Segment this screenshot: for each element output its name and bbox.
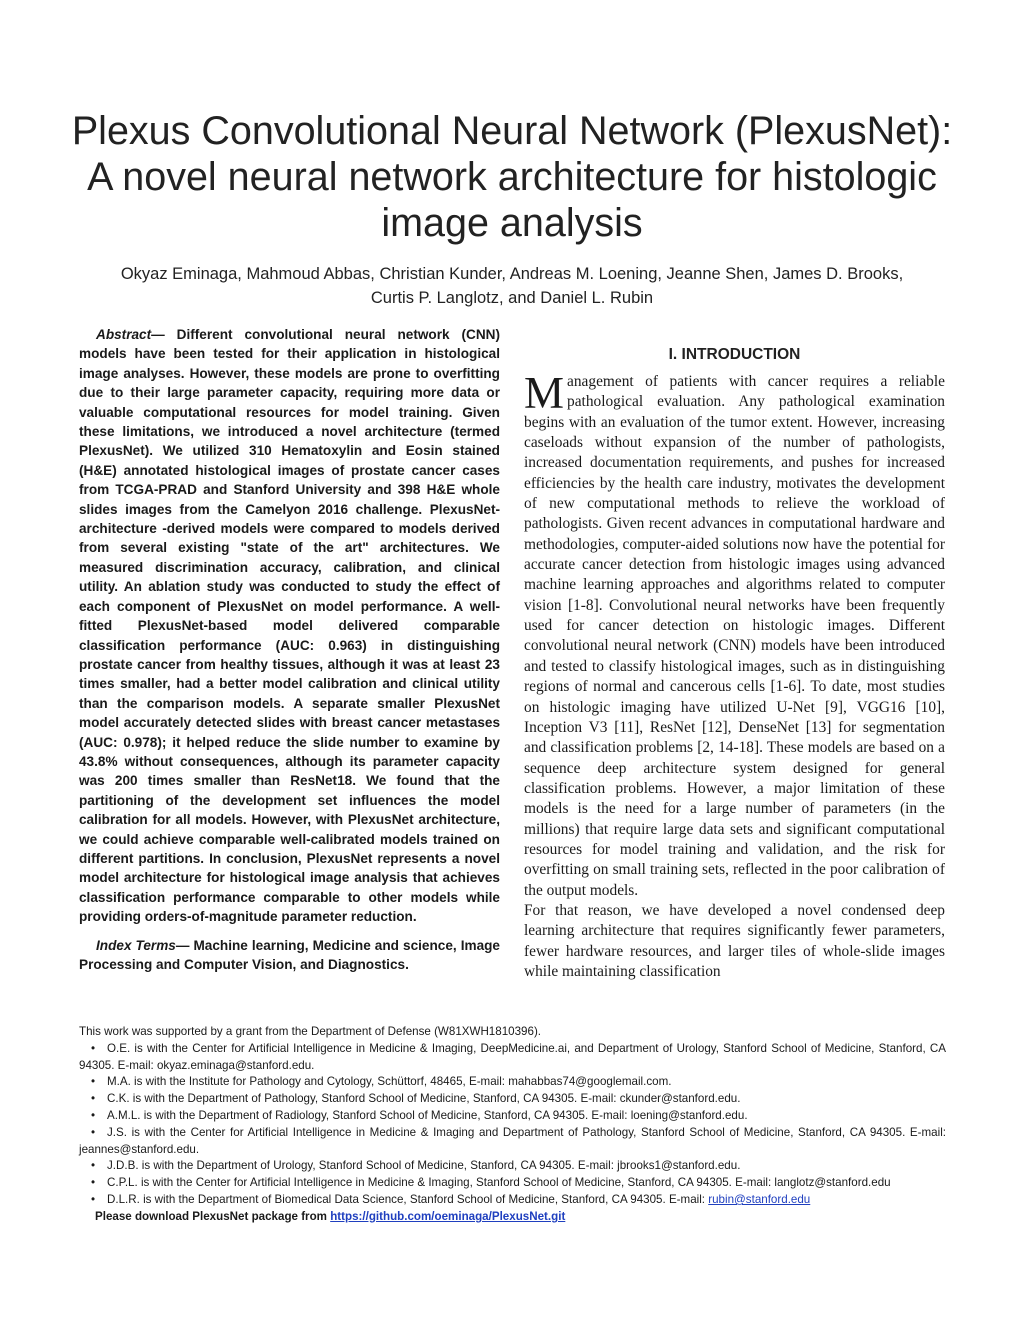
introduction-body [524,368,945,982]
bullet-icon: • [91,1092,96,1106]
download-note: Please download PlexusNet package from https://github.com/oeminaga/PlexusNet.git [95,1209,566,1223]
affiliation-note: • O.E. is with the Center for Artificial Intelligence in Medicine & Imaging, DeepMedicine.ai, and Department of Urology, Stanford School of Medicine, Stanford, CA 94305. E-mail: okyaz.eminaga@stanford.edu. [79,1041,946,1072]
affiliation-note: • D.L.R. is with the Department of Biomedical Data Science, Stanford School of Medicine, Stanford, CA 94305. E-mail: rubin@stanford.edu [79,1192,946,1209]
section-heading-introduction: I. INTRODUCTION [668,346,801,363]
affiliation-note: • J.S. is with the Center for Artificial Intelligence in Medicine & Imaging and Department of Pathology, Stanford School of Medicine, Stanford, CA 94305. E-mail: jeannes@stanford.edu. [79,1125,946,1156]
index-terms-label: Index Terms [96,938,176,953]
drop-cap: M [524,368,565,418]
index-terms-text: — Machine learning, Medicine and science, Image Processing and Computer Vision, and Diagnostics. [79,938,500,972]
github-link[interactable]: https://github.com/oeminaga/PlexusNet.git [330,1209,566,1223]
affiliation-note: • C.K. is with the Department of Pathology, Stanford School of Medicine, Stanford, CA 94305. E-mail: ckunder@stanford.edu. [79,1091,946,1108]
author-list: Okyaz Eminaga, Mahmoud Abbas, Christian Kunder, Andreas M. Loening, Jeanne Shen, James D. Brooks, Curtis P. Langlotz, and Daniel L. Rubin [120,265,904,307]
bullet-icon: • [91,1192,96,1206]
footnotes [79,1024,946,1226]
introduction-paragraph-1 [524,368,945,901]
affiliation-note: • M.A. is with the Institute for Pathology and Cytology, Schüttorf, 48465, E-mail: mahabbas74@googlemail.com. [79,1074,946,1091]
bullet-icon: • [91,1108,96,1122]
introduction-paragraph-1-text: anagement of patients with cancer requires a reliable pathological evaluation. Any pathological examination begins with an evaluation of the tumor extent. However, increasing caseloads without expansion of the number of pathologists, increased documentation requirements, and pushes for increased efficiencies by the health care industry, motivates the development of new computational methods to relieve the workload of pathologists. Given recent advances in computational hardware and methodologies, computer-aided solutions now have the potential for accurate cancer detection from histologic images using advanced machine learning approaches and algorithms related to computer vision [1-8]. Convolutional neural networks have been frequently used for cancer detection on histologic images. Different convolutional neural network (CNN) models have been introduced and tested to classify histological images, such as in distinguishing regions of normal and cancerous cells [1-6]. To date, most studies on histologic imaging have utilized U-Net [9], VGG16 [10], Inception V3 [11], ResNet [12], DenseNet [13] for segmentation and classification problems [2, 14-18]. These models are based on a sequence deep architecture system designed for general classification problems. However, a major limitation of these models is the need for a large number of parameters (in the millions) that require large data sets and significant computational resources for model training and validation, and the risk for overfitting on small training sets, reflected in the poor calibration of the output models. [524,373,945,899]
abstract-text: — Different convolutional neural network (CNN) models have been tested for their application in histological image analyses. However, these models are prone to overfitting due to their large parameter capacity, requiring more data or valuable computational resources for model training. Given these limitations, we introduced a novel architecture (termed PlexusNet). We utilized 310 Hematoxylin and Eosin stained (H&E) annotated histological images of prostate cancer cases from TCGA-PRAD and Stanford University and 398 H&E whole slides images from the Camelyon 2016 challenge. PlexusNet-architecture -derived models were compared to models derived from several existing "state of the art" architectures. We measured discrimination accuracy, calibration, and clinical utility. An ablation study was conducted to study the effect of each component of PlexusNet on model performance. A well-fitted PlexusNet-based model delivered comparable classification performance (AUC: 0.963) in distinguishing prostate cancer from healthy tissues, although it was at least 23 times smaller, had a better model calibration and clinical utility than the comparison models. A separate smaller PlexusNet model accurately detected slides with breast cancer metastases (AUC: 0.978); it helped reduce the slide number to examine by 43.8% without consequences, although its parameter capacity was 200 times smaller than ResNet18. We found that the partitioning of the development set influences the model calibration for all models. However, with PlexusNet architecture, we could achieve comparable well-calibrated models trained on different partitions. In conclusion, PlexusNet represents a novel model architecture for histological image analysis that achieves classification performance comparable to other models while providing orders-of-magnitude parameter reduction. [79,327,500,925]
introduction-paragraph-2: For that reason, we have developed a novel condensed deep learning architecture that requires significantly fewer parameters, fewer hardware resources, and larger tiles of whole-slide images while maintaining classification [524,901,945,980]
affiliation-note: • C.P.L. is with the Center for Artificial Intelligence in Medicine & Imaging, Stanford School of Medicine, Stanford, CA 94305. E-mail: langlotz@stanford.edu [79,1175,946,1192]
abstract-label: Abstract [96,327,152,342]
index-terms [79,936,500,974]
email-link-rubin[interactable]: rubin@stanford.edu [708,1192,811,1206]
abstract [79,325,500,927]
affiliation-note: • J.D.B. is with the Department of Urology, Stanford School of Medicine, Stanford, CA 94305. E-mail: jbrooks1@stanford.edu. [79,1158,946,1175]
funding-note: This work was supported by a grant from the Department of Defense (W81XWH1810396). [79,1025,542,1038]
paper-title: Plexus Convolutional Neural Network (PlexusNet): A novel neural network architecture for histologic image analysis [71,109,953,245]
bullet-icon: • [91,1125,96,1139]
bullet-icon: • [91,1075,96,1089]
affiliation-note: • A.M.L. is with the Department of Radiology, Stanford School of Medicine, Stanford, CA 94305. E-mail: loening@stanford.edu. [79,1108,946,1125]
bullet-icon: • [91,1176,96,1190]
bullet-icon: • [91,1041,96,1055]
bullet-icon: • [91,1159,96,1173]
